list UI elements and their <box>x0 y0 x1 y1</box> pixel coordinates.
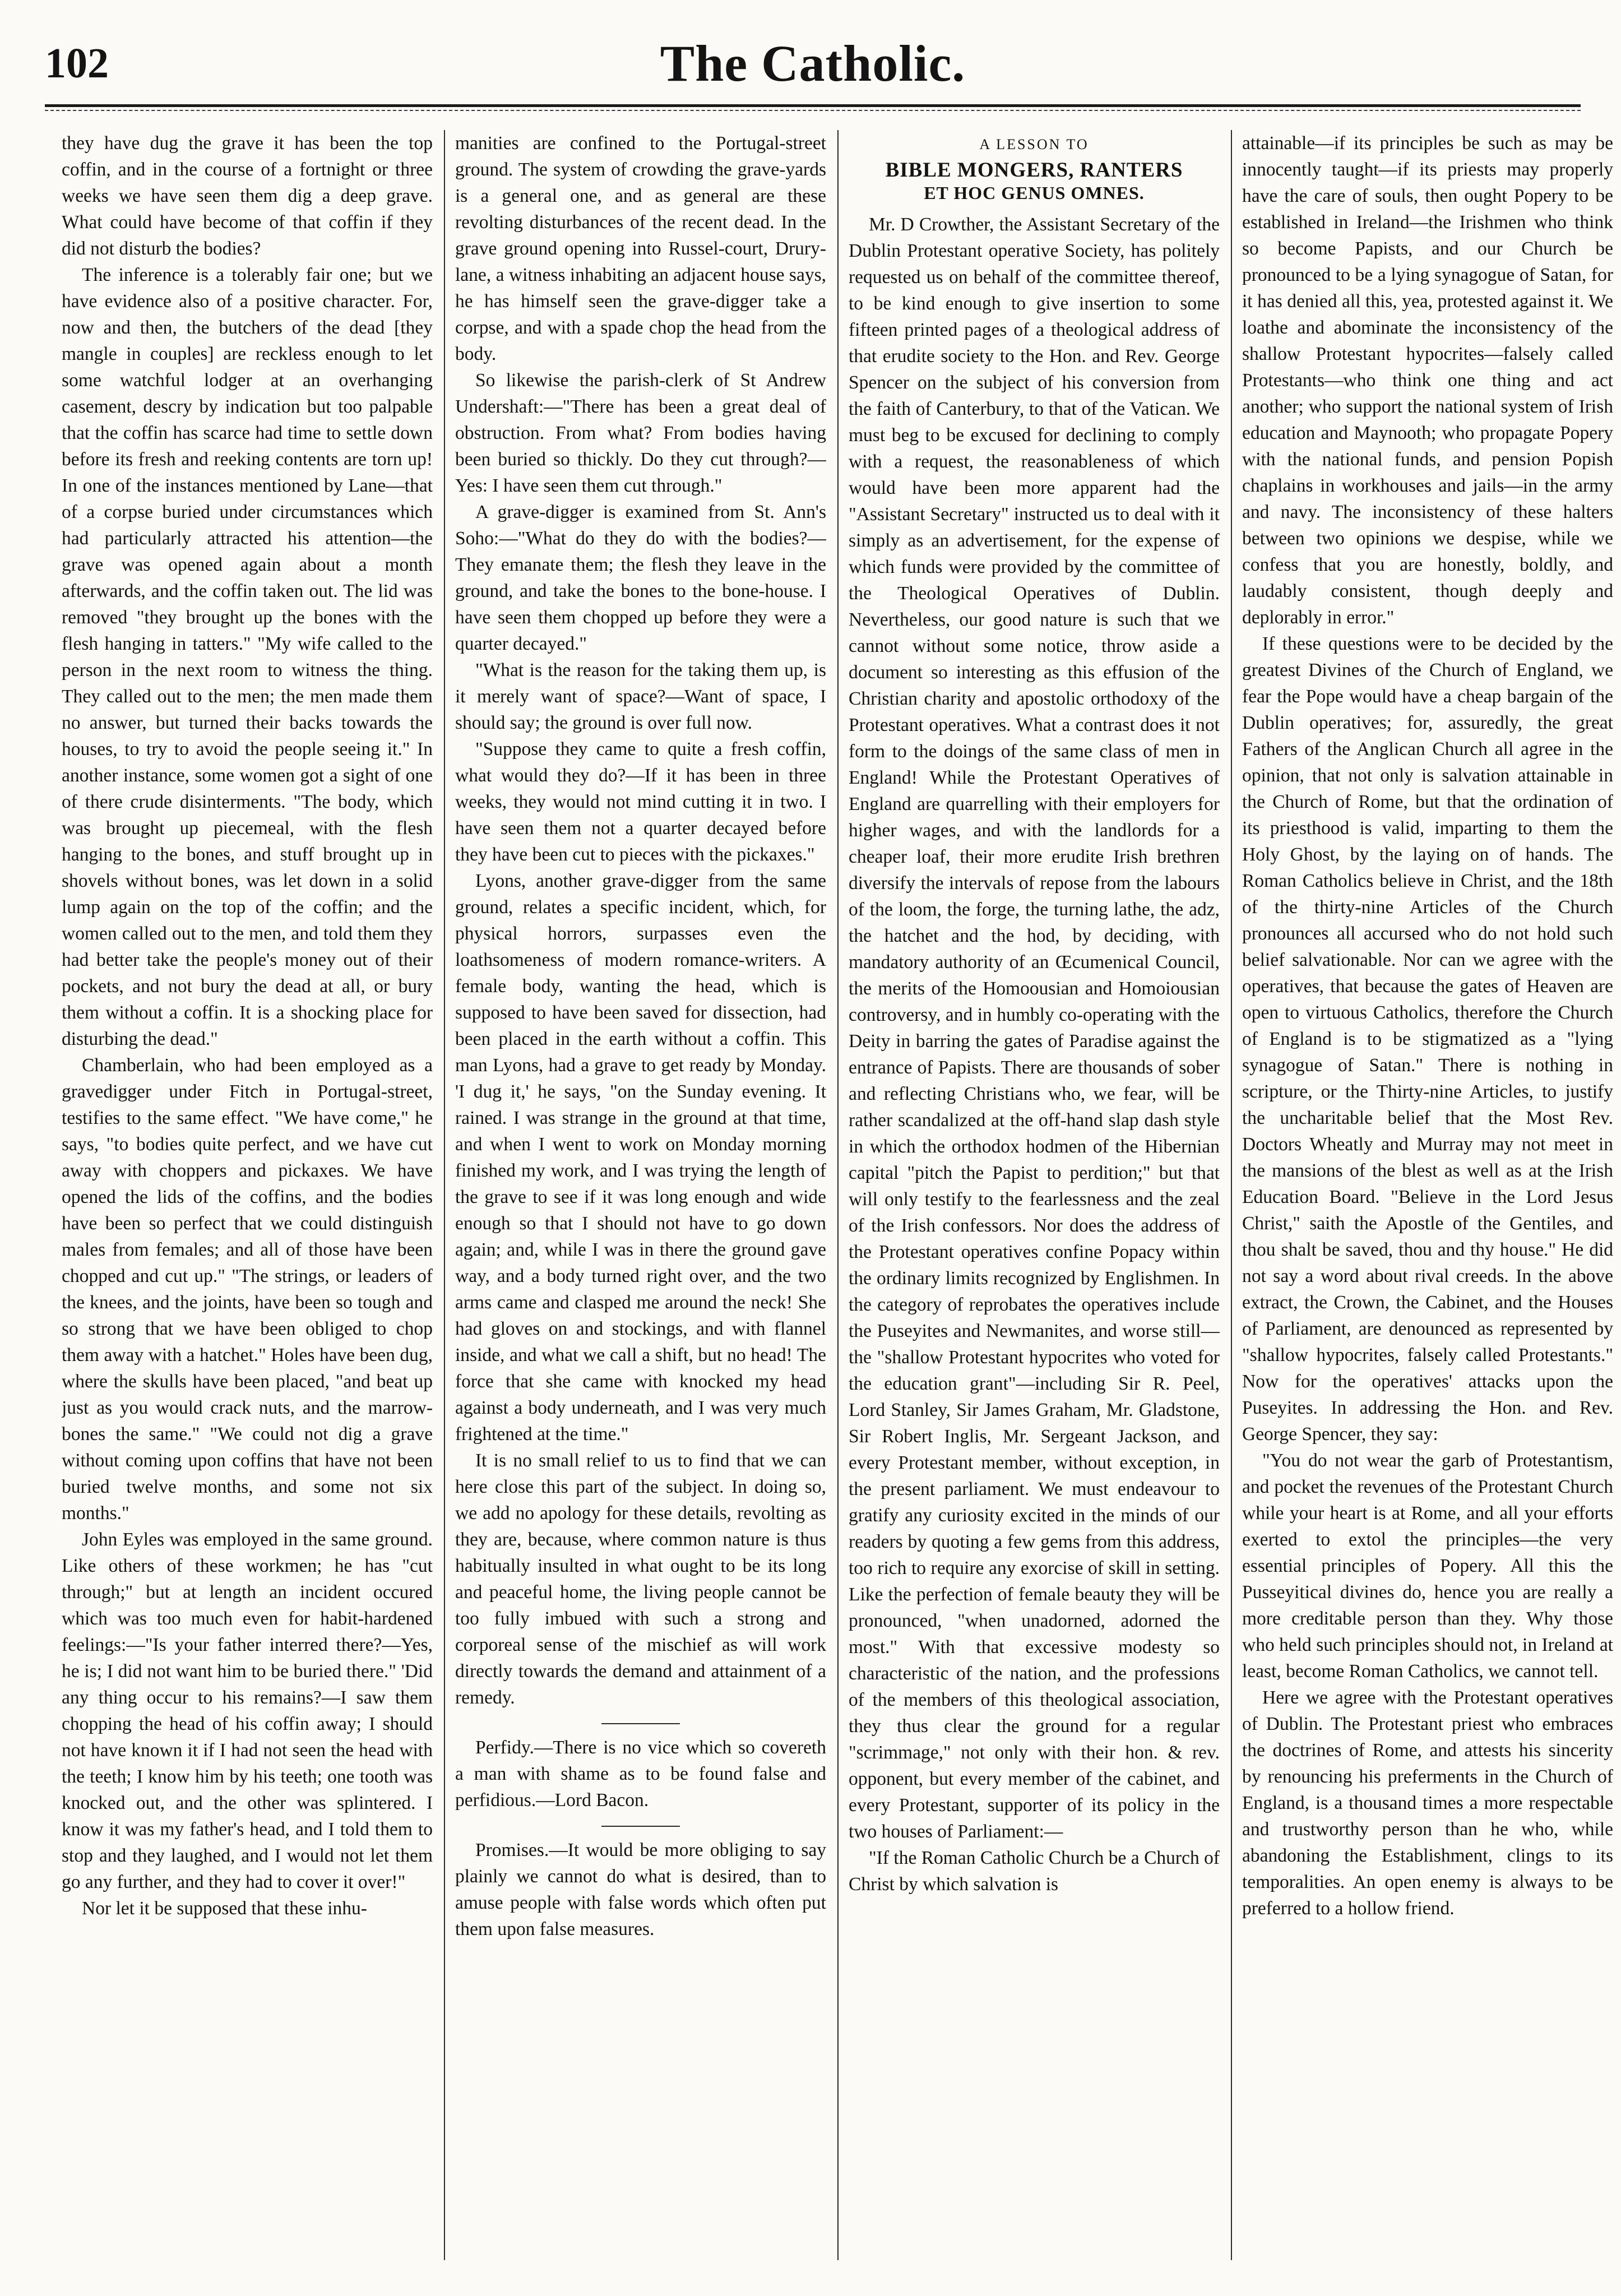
paragraph: they have dug the grave it has been the top coffin, and in the course of a fortnight or three weeks we have seen them dig a deep grave. What could have become of that coffin if they did not disturb the bodies? <box>62 133 433 259</box>
paragraph: John Eyles was employed in the same ground. Like others of these workmen; he has "cut through;" but at length an incident occured which was too much even for habit-hardened feelings:—"Is your father interred there?—Yes, he is; I did not want him to be buried there." 'Did any thing occur to his remains?—I saw them chopping the head of his coffin away; I should not have known it if I had not seen the head with the teeth; I know him by his teeth; one tooth was knocked out, and the other was splintered. I know it was my father's head, and I told them to stop and they laughed, and I would not let them go any further, and they had to cover it over!" <box>62 1529 433 1892</box>
page-header <box>45 34 1581 95</box>
article-kicker: A LESSON TO <box>979 136 1089 152</box>
paragraph: Chamberlain, who had been employed as a gravedigger under Fitch in Portugal-street, testifies to the same effect. "We have come," he says, "to bodies quite perfect, and we have cut away with choppers and pickaxes. We have opened the lids of the coffins, and the bodies have been so perfect that we could distinguish males from females; and all of those have been chopped and cut up." "The strings, or leaders of the knees, and the joints, have been so tough and so strong that we have been obliged to chop them away with a hatchet." Holes have been dug, where the skulls have been placed, "and beat up just as you would crack nuts, and the marrow-bones the same." "We could not dig a grave without coming upon coffins that have not been buried twelve months, and some not six months." <box>62 1055 433 1524</box>
column-divider <box>444 130 445 2260</box>
journal-title: The Catholic. <box>660 35 966 92</box>
paragraph: Nor let it be supposed that these inhu- <box>82 1898 367 1919</box>
article-title: BIBLE MONGERS, RANTERS <box>885 159 1183 182</box>
paragraph: "If the Roman Catholic Church be a Church of Christ by which salvation is <box>849 1848 1220 1895</box>
header-rule <box>45 104 1581 107</box>
paragraph: It is no small relief to us to find that we can here close this part of the subject. In doing so, we add no apology for these details, revolting as they are, because, where common nature is thus habitually insulted in what ought to be its long and peaceful home, the living people cannot be too fully imbued with such a strong and corporeal sense of the mischief as will work directly towards the demand and attainment of a remedy. <box>455 1450 826 1708</box>
column-2 <box>455 130 826 2260</box>
page-number: 102 <box>45 40 109 87</box>
paragraph: "You do not wear the garb of Protestantism, and pocket the revenues of the Protestant Church while your heart is at Rome, and all your efforts exerted to extol the principles—the very essential principles of Popery. All this the Pusseyitical divines do, hence you are really a more creditable person than they. Why those who held such principles should not, in Ireland at least, become Roman Catholics, we cannot tell. <box>1242 1450 1613 1682</box>
paragraph: attainable—if its principles be such as may be innocently taught—if its priests may properly have the care of souls, then ought Popery to be established in Ireland—the Irishmen who think so become Papists, and our Church be pronounced to be a lying synagogue of Satan, for it has denied all this, yea, protested against it. We loathe and abominate the inconsistency of the shallow Protestant hypocrites—falsely called Protestants—who think one thing and act another; who support the national system of Irish education and Maynooth; who propagate Popery with the national funds, and pension Popish chaplains in workhouses and jails—in the army and navy. The inconsistency of these halters between two opinions we despise, while we confess that you are honestly, boldly, and laudably consistent, though deeply and deplorably in error." <box>1242 133 1613 628</box>
section-divider <box>601 1826 680 1827</box>
paragraph: So likewise the parish-clerk of St Andrew Undershaft:—"There has been a great deal of obstruction. From what? From bodies having been buried so thickly. Do they cut through?—Yes: I have seen them cut through." <box>455 370 826 496</box>
paragraph: Mr. D Crowther, the Assistant Secretary of the Dublin Protestant operative Society, has politely requested us on behalf of the committee thereof, to be kind enough to give insertion to some fifteen printed pages of a theological address of that erudite society to the Hon. and Rev. George Spencer on the subject of his conversion from the faith of Canterbury, to that of the Vatican. We must beg to be excused for declining to comply with a request, the reasonableness of which would have been more apparent had the "Assistant Secretary" instructed us to deal with it simply as an advertisement, for the expense of which funds were provided by the committee of the Theological Operatives of Dublin. Nevertheless, our good nature is such that we cannot without some notice, throw aside a document so interesting as this effusion of the Christian charity and apostolic orthodoxy of the Protestant operatives. What a contrast does it not form to the doings of the same class of men in England! While the Protestant Operatives of England are quarrelling with their employers for higher wages, and with the landlords for a cheaper loaf, their more erudite Irish brethren diversify the intervals of repose from the labours of the loom, the forge, the turning lathe, the adz, the hatchet and the hod, by deciding, with mandatory authority of an Œcumenical Council, the merits of the Homoousian and Homoiousian controversy, and in humbly co-operating with the Deity in barring the gates of Paradise against the entrance of Papists. There are thousands of sober and reflecting Christians who, we fear, will be rather scandalized at the off-hand slap dash style in which the orthodox hodmen of the Hibernian capital "pitch the Papist to perdition;" but that will only testify to the fearlessness and the zeal of the Irish confessors. Nor does the address of the Protestant operatives confine Popacy within the ordinary limits recognized by Englishmen. In the category of reprobates the operatives include the Puseyites and Newmanites, and worse still—the "shallow Protestant hypocrites who voted for the education grant"—including Sir R. Peel, Lord Stanley, Sir James Graham, Mr. Gladstone, Sir Robert Inglis, Mr. Sergeant Jackson, and every Protestant member, without exception, in the present parliament. We must endeavour to gratify any curiosity excited in the minds of our readers by quoting a few gems from this address, too rich to require any exorcise of skill in setting. Like the perfection of female beauty they will be pronounced, "when unadorned, adorned the most." With that excessive modesty so characteristic of the nation, and the professions of the members of this theological association, they thus clear the ground for a regular "scrimmage," not only with their hon. & rev. opponent, but every member of the cabinet, and every Protestant, supporter of its policy in the two houses of Parliament:— <box>849 214 1220 1842</box>
header-rule-dashed <box>45 110 1581 111</box>
paragraph: "Suppose they came to quite a fresh coffin, what would they do?—If it has been in three weeks, they would not mind cutting it in two. I have seen them not a quarter decayed before they have been cut to pieces with the pickaxes." <box>455 739 826 865</box>
article-subtitle: ET HOC GENUS OMNES. <box>924 183 1145 203</box>
paragraph: If these questions were to be decided by the greatest Divines of the Church of England, we fear the Pope would have a cheap bargain of the Dublin operatives; for, assuredly, the great Fathers of the Anglican Church all agree in the opinion, that not only is salvation attainable in the Church of Rome, but that the ordination of its priesthood is valid, imparting to them the Holy Ghost, by the laying on of hands. The Roman Catholics believe in Christ, and the 18th of the thirty-nine Articles of the Church pronounces all accursed who do not hold such belief salvationable. Nor can we agree with the operatives, that because the gates of Heaven are open to virtuous Catholics, therefore the Church of England is to be stigmatized as a "lying synagogue of Satan." There is nothing in scripture, or the Thirty-nine Articles, to justify the uncharitable belief that the Most Rev. Doctors Wheatly and Murray may not meet in the mansions of the blest as well as at the Irish Education Board. "Believe in the Lord Jesus Christ," saith the Apostle of the Gentiles, and thou shalt be saved, thou and thy house." He did not say a word about rival creeds. In the above extract, the Crown, the Cabinet, and the Houses of Parliament, are denounced as represented by "shallow hypocrites, falsely called Protestants." Now for the operatives' attacks upon the Puseyites. In addressing the Hon. and Rev. George Spencer, they say: <box>1242 633 1613 1445</box>
maxim-perfidy: Perfidy.—There is no vice which so covereth a man with shame as to be found false and perfidious.—Lord Bacon. <box>455 1737 826 1811</box>
column-1 <box>62 130 433 2260</box>
column-3 <box>849 130 1220 2260</box>
paragraph: "What is the reason for the taking them up, is it merely want of space?—Want of space, I should say; the ground is over full now. <box>455 660 826 733</box>
paragraph: manities are confined to the Portugal-street ground. The system of crowding the grave-yards is a general one, and as general are these revolting disturbances of the recent dead. In the grave ground opening into Russel-court, Drury-lane, a witness inhabiting an adjacent house says, he has himself seen the grave-digger take a corpse, and with a spade chop the head from the body. <box>455 133 826 364</box>
section-divider <box>601 1723 680 1724</box>
paragraph: A grave-digger is examined from St. Ann's Soho:—"What do they do with the bodies?—They emanate them; the flesh they leave in the ground, and take the bones to the bone-house. I have seen them chopped up before they were a quarter decayed." <box>455 502 826 654</box>
paragraph: Lyons, another grave-digger from the same ground, relates a specific incident, which, for physical horrors, surpasses even the loathsomeness of modern romance-writers. A female body, wanting the head, which is supposed to have been saved for dissection, had been placed in the earth without a coffin. This man Lyons, had a grave to get ready by Monday. 'I dug it,' he says, "on the Sunday evening. It rained. I was strange in the ground at that time, and when I went to work on Monday morning finished my work, and I was trying the length of the grave to see if it was long enough and wide enough so that I should not have to go down again; and, while I was in there the ground gave way, and a body turned right over, and the two arms came and clasped me around the neck! She had gloves on and stockings, and with flannel inside, and what we call a shift, but no head! The force that she came with knocked my head against a body underneath, and I was very much frightened at the time." <box>455 871 826 1445</box>
paragraph: The inference is a tolerably fair one; but we have evidence also of a positive character. For, now and then, the butchers of the dead [they mangle in couples] are reckless enough to let some watchful lodger at an overhanging casement, descry by indication but too palpable that the coffin has scarce had time to settle down before its fresh and reeking contents are torn up! In one of the instances mentioned by Lane—that of a corpse buried under circumstances which had particularly attracted his attention—the grave was opened again about a month afterwards, and the coffin taken out. The lid was removed "they brought up the bones with the flesh hanging in tatters." "My wife called to the person in the next room to witness the thing. They called out to the men; the men made them no answer, but turned their backs towards the houses, to try to avoid the people seeing it." In another instance, some women got a sight of one of there crude disinterments. "The body, which was brought up piecemeal, with the flesh hanging to the bones, and stuff brought up in shovels without bones, was let down in a solid lump again on the top of the coffin; and the women called out to the men, and told them they had better take the people's money out of their pockets, and not bury the dead at all, or bury them without a coffin. It is a shocking place for disturbing the dead." <box>62 265 433 1049</box>
column-4 <box>1242 130 1613 2260</box>
column-divider <box>1231 130 1232 2260</box>
maxim-promises: Promises.—It would be more obliging to say plainly we cannot do what is desired, than to amuse people with false words which often put them upon false measures. <box>455 1840 826 1939</box>
column-divider <box>837 130 839 2260</box>
paragraph: Here we agree with the Protestant operatives of Dublin. The Protestant priest who embraces the doctrines of Rome, and attests his sincerity by renouncing his preferments in the Church of England, is a thousand times a more respectable and trustworthy person than he who, while abandoning the Establishment, clings to its temporalities. An open enemy is always to be preferred to a hollow friend. <box>1242 1687 1613 1919</box>
